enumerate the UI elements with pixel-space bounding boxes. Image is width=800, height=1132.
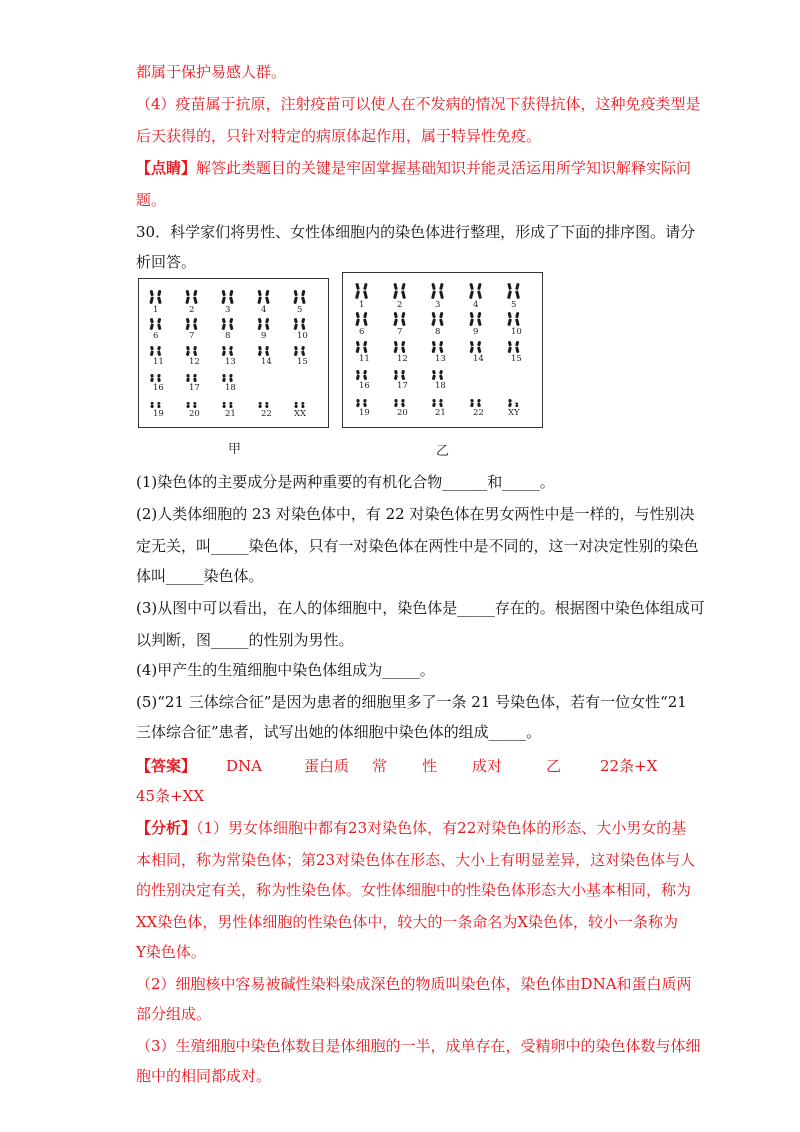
chromosome-pair-8	[431, 312, 443, 326]
question-2-line2: 定无关，叫_____染色体，只有一对染色体在两性中是不同的，这一对决定性别的染色	[136, 537, 699, 555]
chromosome-number-label: 20	[397, 408, 408, 418]
chromosome-number-label: 7	[189, 331, 195, 341]
question-5-line1: (5)“21 三体综合征”是因为患者的细胞里多了一条 21 号染色体，若有一位女性“21	[136, 693, 687, 711]
chromosome-pair-3	[431, 283, 444, 299]
chromosome-number-label: 10	[297, 331, 308, 341]
chromosome-pair-9	[469, 312, 481, 326]
chromosome-number-label: 11	[359, 354, 370, 364]
chromosome-number-label: 10	[511, 327, 522, 337]
karyotype-panel-male	[342, 272, 543, 428]
chromosome-pair-6	[355, 312, 367, 326]
para4-line2: 后天获得的，只针对特定的病原体起作用，属于特异性免疫。	[136, 127, 542, 145]
chromosome-number-label: 6	[359, 327, 365, 337]
figure-caption-left: 甲	[228, 442, 242, 457]
chromosome-number-label: 21	[225, 409, 236, 419]
chromosome-pair-8	[222, 318, 234, 330]
chromosome-number-label: 17	[189, 383, 200, 393]
chromosome-pair-2	[393, 283, 406, 299]
analysis-p1-line5: Y染色体。	[136, 943, 206, 961]
prev-answer-line: 都属于保护易感人群。	[136, 63, 287, 81]
analysis-p2-line2: 部分组成。	[136, 1005, 212, 1023]
chromosome-pair-17	[186, 374, 197, 382]
question-4: (4)甲产生的生殖细胞中染色体组成为_____。	[136, 661, 435, 679]
question-3-line1: (3)从图中可以看出，在人的体细胞中，染色体是_____存在的。根据图中染色体组成可	[136, 599, 705, 617]
question-stem-line2: 析回答。	[136, 253, 197, 271]
chromosome-pair-1	[149, 290, 161, 304]
chromosome-pair-18	[222, 374, 233, 382]
answer-item-5: 成对	[472, 757, 503, 775]
chromosome-pair-6	[150, 318, 162, 330]
chromosome-number-label: 2	[397, 300, 403, 310]
analysis-label: 【分析】	[136, 819, 197, 837]
karyotype-chromosomes-male	[343, 273, 542, 427]
chromosome-pair-15	[508, 341, 520, 353]
chromosome-pair-10	[294, 318, 306, 330]
chromosome-pair-20	[394, 399, 405, 407]
chromosome-number-label: 19	[153, 409, 164, 419]
chromosome-pair-14	[258, 346, 269, 356]
chromosome-pair-19	[150, 402, 160, 409]
answer-item-2: 蛋白质	[304, 757, 350, 775]
chromosome-pair-7	[393, 312, 405, 326]
chromosome-number-label: 15	[511, 354, 522, 364]
chromosome-number-label: 9	[473, 327, 479, 337]
chromosome-pair-14	[470, 341, 482, 353]
chromosome-number-label: 19	[359, 408, 370, 418]
figure-caption-right: 乙	[436, 444, 450, 459]
analysis-p3-line2: 胞中的相同都成对。	[136, 1067, 272, 1085]
chromosome-number-label: 4	[473, 300, 479, 310]
chromosome-number-label: 8	[435, 327, 441, 337]
chromosome-pair-15	[294, 346, 305, 356]
comment-text: 解答此类题目的关键是牢固掌握基础知识并能灵活运用所学知识解释实际问	[196, 159, 692, 177]
analysis-p2-line1: （2）细胞核中容易被碱性染料染成深色的物质叫染色体，染色体由DNA和蛋白质两	[136, 975, 692, 993]
chromosome-number-label: XX	[294, 409, 307, 419]
chromosome-number-label: 13	[225, 357, 236, 367]
chromosome-number-label: 2	[189, 305, 195, 315]
chromosome-pair-2	[185, 290, 197, 304]
chromosome-number-label: 16	[359, 381, 370, 391]
chromosome-pair-10	[507, 312, 519, 326]
chromosome-pair-21	[222, 402, 232, 409]
chromosome-number-label: 7	[397, 327, 403, 337]
chromosome-number-label: 16	[153, 383, 164, 393]
answer-item-4: 性	[422, 757, 438, 775]
chromosome-pair-22	[258, 402, 268, 409]
answer-line2: 45条+XX	[136, 787, 205, 805]
para4-line1: （4）疫苗属于抗原，注射疫苗可以使人在不发病的情况下获得抗体，这种免疫类型是	[136, 95, 701, 113]
chromosome-number-label: 18	[225, 383, 236, 393]
chromosome-pair-13	[222, 346, 233, 356]
chromosome-number-label: 20	[189, 409, 200, 419]
chromosome-pair-3	[221, 290, 233, 304]
chromosome-pair-5	[293, 290, 305, 304]
chromosome-number-label: 8	[225, 331, 231, 341]
chromosome-number-label: 5	[511, 300, 517, 310]
chromosome-number-label: 12	[397, 354, 408, 364]
comment-label: 【点睛】	[136, 159, 197, 177]
chromosome-pair-4	[469, 283, 482, 299]
chromosome-number-label: 14	[261, 357, 272, 367]
analysis-p1-line1	[136, 818, 686, 838]
chromosome-number-label: 1	[153, 305, 159, 315]
chromosome-pair-22	[470, 399, 481, 407]
chromosome-pair-12	[186, 346, 197, 356]
analysis-p1-line2: 本相同，称为常染色体；第23对染色体在形态、大小上有明显差异，这对染色体与人	[136, 851, 696, 869]
chromosome-number-label: 5	[297, 305, 303, 315]
chromosome-number-label: 17	[397, 381, 408, 391]
chromosome-pair-XY	[508, 399, 518, 408]
chromosome-number-label: 3	[435, 300, 441, 310]
chromosome-number-label: 21	[435, 408, 446, 418]
question-3-line2: 以判断，图_____的性别为男性。	[136, 631, 354, 649]
answer-item-6: 乙	[546, 757, 562, 775]
chromosome-number-label: 18	[435, 381, 446, 391]
chromosome-pair-1	[355, 283, 368, 299]
chromosome-pair-19	[356, 399, 367, 407]
comment-line2: 题。	[136, 191, 167, 209]
chromosome-pair-16	[356, 370, 367, 380]
answer-item-7: 22条+X	[600, 757, 658, 775]
chromosome-pair-4	[257, 290, 269, 304]
chromosome-pair-13	[432, 341, 444, 353]
chromosome-number-label: 22	[261, 409, 272, 419]
chromosome-number-label: 9	[261, 331, 267, 341]
chromosome-pair-7	[186, 318, 198, 330]
question-2-line1: (2)人类体细胞的 23 对染色体中，有 22 对染色体在男女两性中是一样的，与性别决	[136, 505, 695, 523]
analysis-p1-text: （1）男女体细胞中都有23对染色体，有22对染色体的形态、大小男女的基	[196, 819, 687, 837]
chromosome-number-label: 1	[359, 300, 365, 310]
chromosome-number-label: 22	[473, 408, 484, 418]
chromosome-number-label: 15	[297, 357, 308, 367]
question-stem-line1: 30．科学家们将男性、女性体细胞内的染色体进行整理，形成了下面的排序图。请分	[136, 223, 696, 241]
chromosome-pair-16	[150, 374, 161, 382]
chromosome-pair-9	[258, 318, 270, 330]
question-1: (1)染色体的主要成分是两种重要的有机化合物______和_____。	[136, 473, 555, 491]
question-2-line3: 体叫_____染色体。	[136, 567, 264, 585]
answer-item-3: 常	[372, 757, 388, 775]
answer-item-1: DNA	[226, 757, 262, 775]
chromosome-number-label: 3	[225, 305, 231, 315]
chromosome-number-label: XY	[508, 408, 520, 418]
question-5-line2: 三体综合征”患者，试写出她的体细胞中染色体的组成_____。	[136, 723, 542, 741]
karyotype-chromosomes-female	[139, 279, 328, 427]
chromosome-pair-12	[394, 341, 406, 353]
comment-line1	[136, 158, 691, 178]
chromosome-number-label: 12	[189, 357, 200, 367]
chromosome-number-label: 6	[153, 331, 159, 341]
karyotype-panel-female	[138, 278, 329, 428]
chromosome-pair-11	[150, 346, 161, 356]
chromosome-pair-XX	[294, 402, 304, 409]
chromosome-number-label: 11	[153, 357, 164, 367]
answer-line1	[136, 756, 676, 776]
answer-label: 【答案】	[136, 757, 197, 775]
analysis-p1-line3: 的性别决定有关，称为性染色体。女性体细胞中的性染色体形态大小基本相同，称为	[136, 881, 692, 899]
analysis-p3-line1: （3）生殖细胞中染色体数目是体细胞的一半，成单存在，受精卵中的染色体数与体细	[136, 1037, 701, 1055]
chromosome-number-label: 4	[261, 305, 267, 315]
chromosome-pair-5	[507, 283, 520, 299]
chromosome-pair-11	[356, 341, 368, 353]
chromosome-pair-17	[394, 370, 405, 380]
chromosome-pair-18	[432, 370, 443, 380]
chromosome-pair-21	[432, 399, 443, 407]
chromosome-pair-20	[186, 402, 196, 409]
chromosome-number-label: 13	[435, 354, 446, 364]
analysis-p1-line4: XX染色体，男性体细胞的性染色体中，较大的一条命名为X染色体，较小一条称为	[136, 913, 679, 931]
chromosome-number-label: 14	[473, 354, 484, 364]
